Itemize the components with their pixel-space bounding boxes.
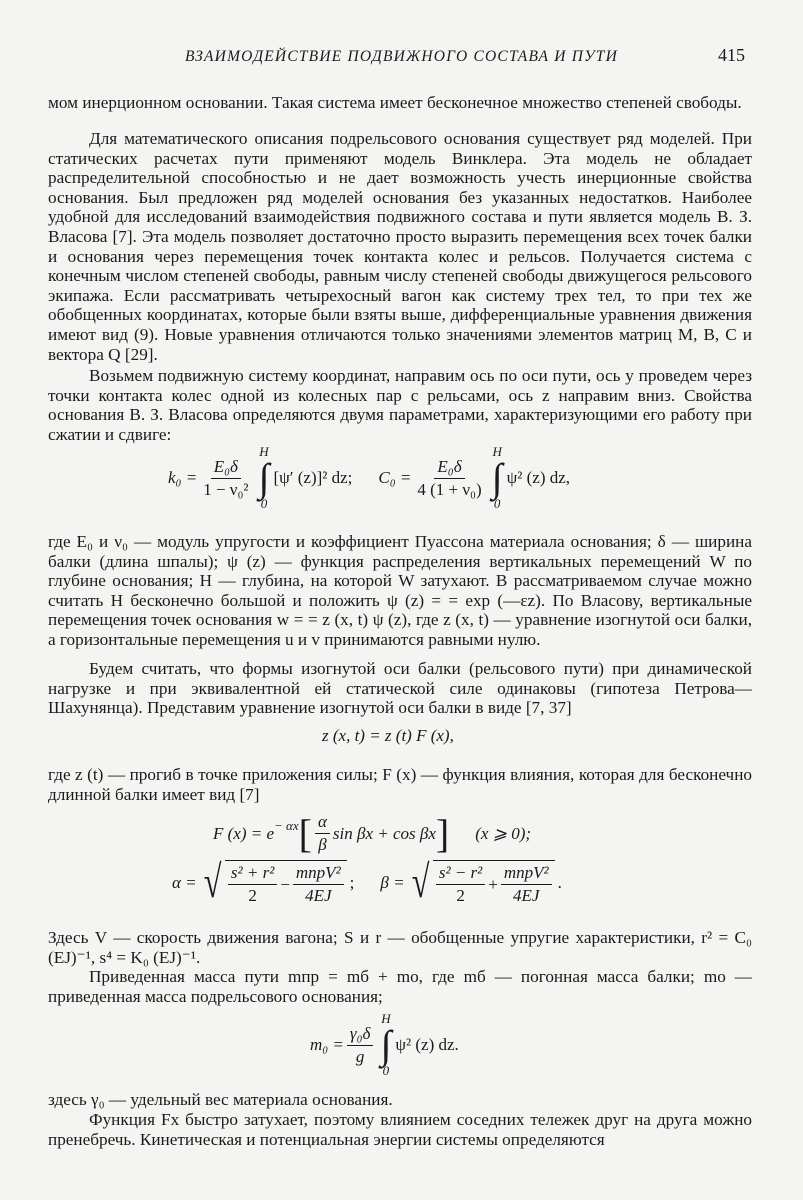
- c0-lower-limit: 0: [493, 496, 501, 511]
- k0-numerator: E₀δ: [211, 457, 241, 479]
- paragraph-5: Будем считать, что формы изогнутой оси балки (рельсового пути) при динамической нагрузке и при эквивалентной ей статической силе одинаковы (гипотеза Петрова—Шахунянца). Представим уравнение изогнутой оси балки в виде [7, 37]: [48, 659, 752, 718]
- page-header: [0, 45, 803, 74]
- paragraph-1: мом инерционном основании. Такая система имеет бесконечное множество степеней свободы.: [48, 93, 742, 112]
- beta-num1: s² − r²: [436, 863, 485, 885]
- k0-upper-limit: H: [259, 444, 269, 459]
- equation-deflection: [322, 726, 454, 746]
- c0-upper-limit: H: [492, 444, 502, 459]
- fx-fraction: [315, 812, 330, 855]
- alpha-num2: mпрV²: [293, 863, 344, 885]
- paragraph-10: Функция Fx быстро затухает, поэтому влиянием соседних тележек друг на друга можно пренебречь. Кинетическая и потенциальная энергии системы определяются: [48, 1110, 752, 1149]
- m0-integrand: ψ² (z) dz.: [395, 1035, 459, 1054]
- equation-alpha-beta: [172, 856, 562, 907]
- m0-integral-icon: H ∫ 0: [380, 1011, 392, 1078]
- beta-den2: 4EJ: [513, 886, 540, 905]
- m0-fraction: [347, 1024, 374, 1067]
- alpha-separator: ;: [349, 873, 355, 892]
- fx-trig: sin βx + cos βx: [332, 823, 436, 843]
- paragraph-7: Здесь V — скорость движения вагона; S и r — обобщенные упругие характеристики, r² = C₀ (EJ)⁻¹, s⁴ = K₀ (EJ)⁻¹.: [48, 928, 752, 967]
- equation-reduced-mass: [310, 1012, 459, 1078]
- m0-lhs: m₀ =: [310, 1035, 344, 1054]
- m0-denominator: g: [355, 1046, 365, 1066]
- paragraph-4: где E₀ и ν₀ — модуль упругости и коэффициент Пуассона материала основания; δ — ширина балки (длина шпалы); ψ (z) — функция распределения вертикальных перемещений W по глубине основания; H — глубина, на которой W затухают. В рассматриваемом случае можно считать H бесконечно большой и положить ψ (z) = = exp (—εz). По Власову, вертикальные перемещения точек основания w = = z (x, t) ψ (z), где z (x, t) — уравнение изогнутой оси балки, а горизонтальные перемещения u и v принимаются равными нулю.: [48, 532, 752, 649]
- paragraph-3: Возьмем подвижную систему координат, направим ось по оси пути, ось y проведем через точки контакта колес одной из колесных пар с рельсами, ось z направим вниз. Свойства основания В. З. Власова определяются двумя параметрами, характеризующими его работу при сжатии и сдвиге:: [48, 366, 752, 444]
- paragraph-8: Приведенная масса пути mпр = mб + mо, где mб — погонная масса балки; mо — приведенная масса подрельсового основания;: [48, 967, 752, 1006]
- alpha-den2: 4EJ: [305, 886, 332, 905]
- beta-sqrt-icon: √ $\frac{\text{s² − r²}}{2}$ + $\frac{\text{mпрV²}}{4EJ}$: [408, 860, 555, 906]
- k0-integral-icon: H ∫ 0: [258, 444, 270, 511]
- k0-lower-limit: 0: [260, 496, 268, 511]
- k0-integrand: [ψ′ (z)]² dz;: [273, 468, 353, 487]
- paragraph-9: здесь γ₀ — удельный вес материала основания.: [48, 1090, 393, 1109]
- fx-numerator: α: [315, 812, 330, 834]
- k0-fraction: [200, 457, 251, 500]
- alpha-lhs: α =: [172, 873, 197, 892]
- alpha-minus: −: [280, 874, 290, 894]
- fx-condition: (x ⩾ 0);: [475, 823, 532, 843]
- fx-exponent: − αx: [274, 818, 299, 833]
- m0-lower-limit: 0: [382, 1063, 390, 1078]
- k0-lhs: k₀ =: [168, 468, 198, 487]
- alpha-num1: s² + r²: [228, 863, 277, 885]
- c0-numerator: E₀δ: [434, 457, 464, 479]
- alpha-den1: 2: [248, 886, 257, 905]
- c0-fraction: [414, 457, 484, 500]
- m0-numerator: γ₀δ: [347, 1024, 374, 1046]
- k0-denominator: 1 − ν₀²: [203, 479, 249, 499]
- beta-end: .: [557, 873, 562, 892]
- paragraph-2: Для математического описания подрельсового основания существует ряд моделей. При статических расчетах пути применяют модель Винклера. Эта модель не обладает распределительной способностью и не дает возможность учесть инерционные свойства основания. Был предложен ряд моделей основания без указанных недостатков. Наиболее удобной для исследований взаимодействия подвижного состава и пути является модель В. З. Власова [7]. Эта модель позволяет достаточно просто выразить перемещения всех точек балки и основания через перемещения точек контакта колес и рельсов. Получается система с конечным числом степеней свободы, равным числу степеней свободы движущегося рельсового экипажа. Если рассматривать четырехосный вагон как систему трех тел, то при тех же обобщенных координатах, которые были взяты выше, дифференциальные уравнения движения имеют вид (9). Новые уравнения отличаются только значениями элементов матриц M, B, C и вектора Q [29].: [48, 129, 752, 364]
- page-number: 415: [718, 45, 745, 65]
- beta-num2: mпрV²: [501, 863, 552, 885]
- beta-plus: +: [488, 874, 498, 894]
- fx-denominator: β: [318, 835, 327, 854]
- c0-denominator: 4 (1 + ν₀): [417, 479, 482, 499]
- m0-upper-limit: H: [381, 1011, 391, 1026]
- beta-den1: 2: [456, 886, 465, 905]
- beta-lhs: β =: [380, 873, 405, 892]
- c0-integrand: ψ² (z) dz,: [506, 468, 571, 487]
- c0-integral-icon: H ∫ 0: [491, 444, 503, 511]
- alpha-sqrt-icon: √ $\frac{\text{s² + r²}}{2}$ − $\frac{\text{mпрV²}}{4EJ}$: [200, 860, 347, 906]
- running-title: ВЗАИМОДЕЙСТВИЕ ПОДВИЖНОГО СОСТАВА И ПУТИ: [185, 48, 618, 65]
- equation-k0-c0: [168, 445, 570, 511]
- paragraph-6: где z (t) — прогиб в точке приложения силы; F (x) — функция влияния, которая для бесконечно длинной балки имеет вид [7]: [48, 765, 752, 804]
- c0-lhs: C₀ =: [378, 468, 412, 487]
- fx-lhs: F (x) = e: [213, 823, 275, 843]
- equation-influence-function: F (x) = e $^{- \alpha x}$ [ $\frac{\alpha}{\beta}$ sin βx + cos βx ] (x ⩾ 0);: [213, 810, 532, 856]
- deflection-formula: z (x, t) = z (t) F (x),: [322, 726, 454, 745]
